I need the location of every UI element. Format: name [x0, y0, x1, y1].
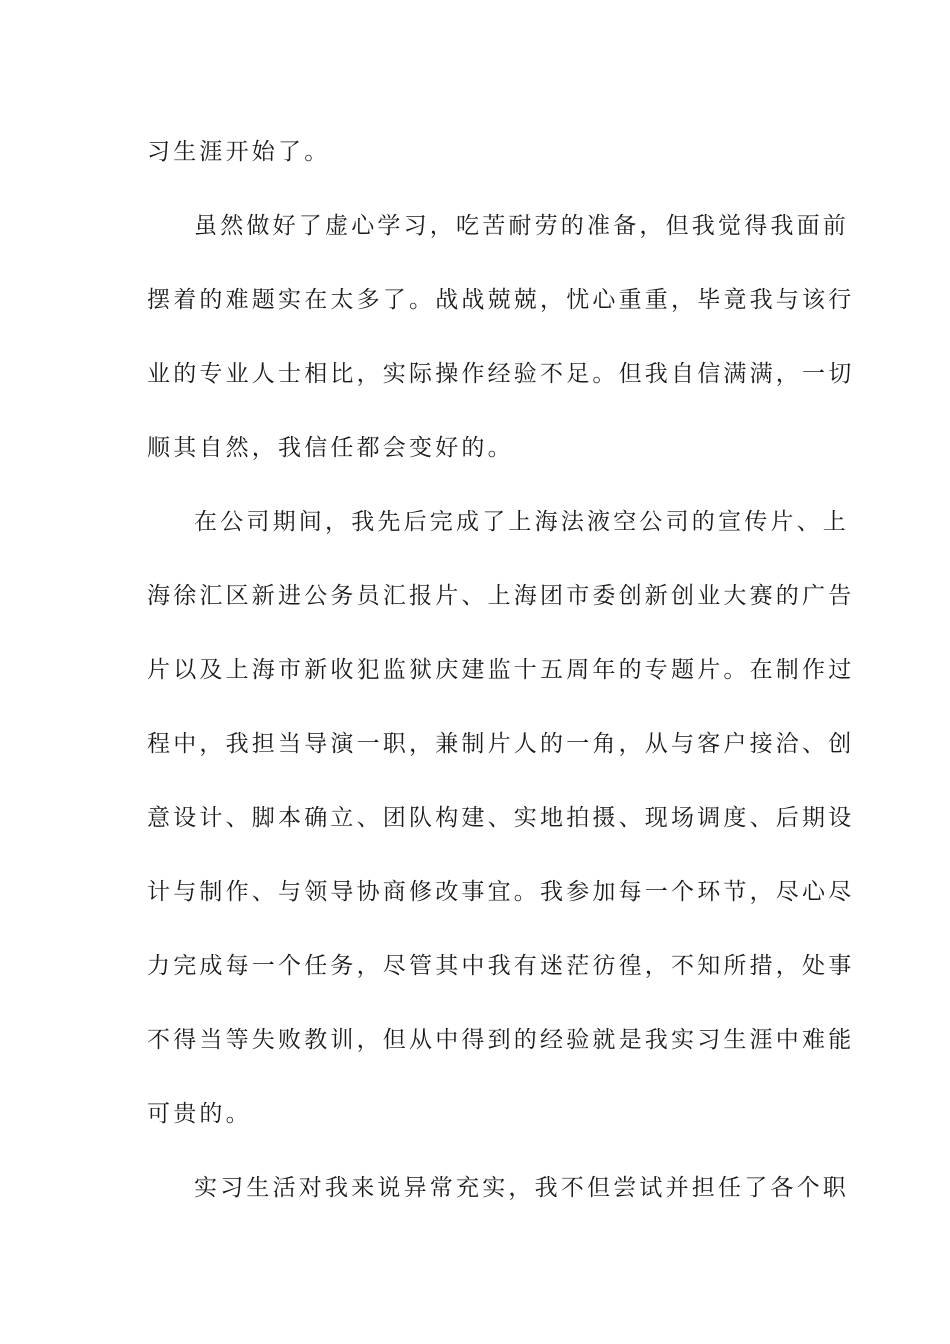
text-line: 片以及上海市新收犯监狱庆建监十五周年的专题片。在制作过: [147, 657, 855, 683]
text-line: 不得当等失败教训，但从中得到的经验就是我实习生涯中难能: [147, 1027, 855, 1053]
text-line: 计与制作、与领导协商修改事宜。我参加每一个环节，尽心尽: [147, 879, 855, 905]
text-line: 程中，我担当导演一职，兼制片人的一角，从与客户接洽、创: [147, 731, 855, 757]
text-line: 业的专业人士相比，实际操作经验不足。但我自信满满，一切: [147, 361, 855, 387]
text-line: 意设计、脚本确立、团队构建、实地拍摄、现场调度、后期设: [147, 805, 855, 831]
paragraph-first-line: 虽然做好了虚心学习，吃苦耐劳的准备，但我觉得我面前: [194, 213, 849, 239]
paragraph-first-line: 在公司期间，我先后完成了上海法液空公司的宣传片、上: [194, 509, 849, 535]
text-line: 顺其自然，我信任都会变好的。: [147, 435, 514, 461]
text-line: 习生涯开始了。: [147, 139, 331, 165]
paragraph-first-line: 实习生活对我来说异常充实，我不但尝试并担任了各个职: [194, 1175, 849, 1201]
text-line: 力完成每一个任务，尽管其中我有迷茫彷徨，不知所措，处事: [147, 953, 855, 979]
text-line: 海徐汇区新进公务员汇报片、上海团市委创新创业大赛的广告: [147, 583, 855, 609]
text-line: 可贵的。: [147, 1101, 252, 1127]
text-line: 摆着的难题实在太多了。战战兢兢，忧心重重，毕竟我与该行: [147, 287, 855, 313]
